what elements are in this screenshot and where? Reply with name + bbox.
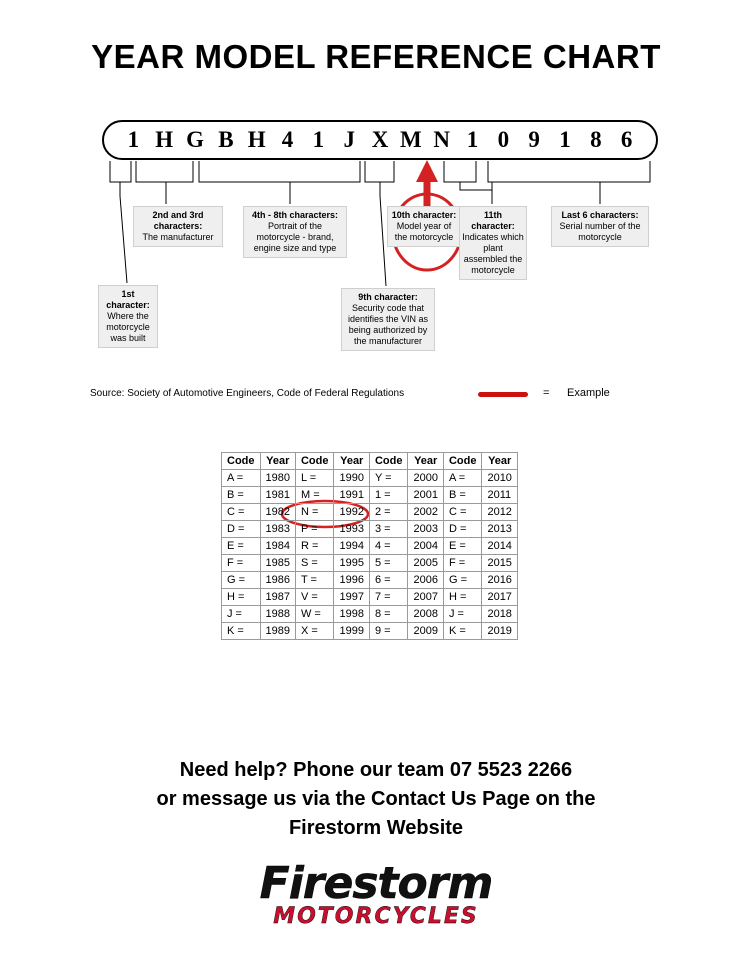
cell-year: 1997 — [334, 589, 369, 606]
column-header: Year — [408, 453, 443, 470]
cell-code: Y = — [369, 470, 408, 487]
vin-char: 0 — [497, 127, 510, 152]
cell-year: 1987 — [260, 589, 295, 606]
cell-year: 2008 — [408, 606, 443, 623]
footer-line-3: Firestorm Website — [288, 817, 464, 839]
callout-body: Security code that identifies the VIN as being authorized by the manufacturer — [347, 303, 429, 346]
cell-code: C = — [443, 504, 482, 521]
table-row — [222, 504, 518, 521]
cell-year: 1982 — [260, 504, 295, 521]
cell-code: C = — [222, 504, 261, 521]
vin-char: 8 — [590, 127, 602, 152]
cell-code: H = — [443, 589, 482, 606]
cell-year: 1990 — [334, 470, 369, 487]
column-header: Year — [334, 453, 369, 470]
vin-char: N — [433, 127, 450, 152]
cell-code: X = — [295, 623, 334, 640]
firestorm-logo — [196, 858, 556, 934]
callout-body: Where the motorcycle was built — [106, 311, 150, 343]
column-header: Code — [295, 453, 334, 470]
year-code-table — [221, 452, 518, 640]
legend-label: Example — [567, 387, 610, 399]
cell-year: 2010 — [482, 470, 517, 487]
cell-code: V = — [295, 589, 334, 606]
cell-code: S = — [295, 555, 334, 572]
cell-code: G = — [443, 572, 482, 589]
cell-year: 1989 — [260, 623, 295, 640]
cell-code: A = — [222, 470, 261, 487]
cell-year: 1981 — [260, 487, 295, 504]
cell-code: E = — [222, 538, 261, 555]
cell-code: 9 = — [369, 623, 408, 640]
cell-code: B = — [222, 487, 261, 504]
footer-line-2: or message us via the Contact Us Page on the — [156, 788, 596, 810]
cell-code: A = — [443, 470, 482, 487]
callout-heading: 9th character: — [358, 292, 418, 302]
legend-dash-icon — [478, 392, 528, 397]
column-header: Code — [222, 453, 261, 470]
cell-year: 1986 — [260, 572, 295, 589]
callout-body: Portrait of the motorcycle - brand, engine size and type — [253, 221, 337, 253]
cell-code: 5 = — [369, 555, 408, 572]
table-header-row — [222, 453, 518, 470]
cell-code: R = — [295, 538, 334, 555]
logo-wordmark: Firestorm — [259, 858, 493, 909]
callout-first-character — [98, 285, 158, 348]
cell-year: 2012 — [482, 504, 517, 521]
vin-char: 1 — [559, 127, 571, 152]
cell-year: 2018 — [482, 606, 517, 623]
callout-heading: 10th character: — [391, 210, 457, 220]
table-row — [222, 606, 518, 623]
cell-year: 1984 — [260, 538, 295, 555]
cell-year: 2014 — [482, 538, 517, 555]
cell-year: 2007 — [408, 589, 443, 606]
page-title: YEAR MODEL REFERENCE CHART — [91, 38, 661, 75]
callout-last-six-characters — [551, 206, 649, 247]
cell-code: 1 = — [369, 487, 408, 504]
callout-heading: 1st character: — [106, 289, 150, 310]
cell-year: 2017 — [482, 589, 517, 606]
cell-code: 6 = — [369, 572, 408, 589]
vin-number-bar — [102, 120, 658, 160]
cell-code: 2 = — [369, 504, 408, 521]
cell-code: 8 = — [369, 606, 408, 623]
vin-char: H — [247, 127, 266, 152]
callout-heading: 11th character: — [471, 210, 515, 231]
cell-year: 1993 — [334, 521, 369, 538]
table-row — [222, 521, 518, 538]
footer-line-1: Need help? Phone our team 07 5523 2266 — [179, 759, 573, 781]
cell-year: 2009 — [408, 623, 443, 640]
cell-year-highlighted: 1991 — [334, 487, 369, 504]
cell-year: 2006 — [408, 572, 443, 589]
contact-footer — [0, 756, 752, 843]
cell-code: D = — [443, 521, 482, 538]
callout-body: Indicates which plant assembled the motorcycle — [462, 232, 524, 275]
table-row — [222, 470, 518, 487]
cell-year: 2003 — [408, 521, 443, 538]
column-header: Year — [482, 453, 517, 470]
vin-char: 1 — [466, 127, 479, 152]
vin-char: 9 — [528, 127, 540, 152]
cell-code: 4 = — [369, 538, 408, 555]
legend-equals: = — [543, 387, 550, 399]
cell-code: N = — [295, 504, 334, 521]
vin-char: 1 — [127, 127, 140, 152]
cell-code: F = — [443, 555, 482, 572]
cell-year: 1983 — [260, 521, 295, 538]
cell-year: 1999 — [334, 623, 369, 640]
cell-code: T = — [295, 572, 334, 589]
cell-year: 2005 — [408, 555, 443, 572]
column-header: Code — [443, 453, 482, 470]
cell-year: 1996 — [334, 572, 369, 589]
table-row — [222, 538, 518, 555]
callout-second-third-characters — [133, 206, 223, 247]
cell-year: 1988 — [260, 606, 295, 623]
callout-eleventh-character — [459, 206, 527, 280]
callout-heading: 2nd and 3rd characters: — [152, 210, 204, 231]
table-row — [222, 572, 518, 589]
vin-char: 6 — [620, 127, 633, 152]
cell-year: 2015 — [482, 555, 517, 572]
column-header: Year — [260, 453, 295, 470]
cell-year: 1980 — [260, 470, 295, 487]
vin-char-highlighted: M — [400, 127, 422, 152]
table-row — [222, 589, 518, 606]
cell-year: 2002 — [408, 504, 443, 521]
table-row — [222, 555, 518, 572]
callout-heading: Last 6 characters: — [561, 210, 639, 220]
callout-heading: 4th - 8th characters: — [251, 210, 339, 220]
cell-year: 2004 — [408, 538, 443, 555]
table-row — [222, 487, 518, 504]
table-row — [222, 623, 518, 640]
vin-char: 1 — [312, 127, 325, 152]
callout-fourth-eighth-characters — [243, 206, 347, 258]
cell-year: 2013 — [482, 521, 517, 538]
vin-char: X — [371, 127, 389, 152]
vin-char: G — [186, 127, 205, 152]
column-header: Code — [369, 453, 408, 470]
cell-year: 2011 — [482, 487, 517, 504]
cell-year: 1992 — [334, 504, 369, 521]
cell-year: 1998 — [334, 606, 369, 623]
cell-code: L = — [295, 470, 334, 487]
cell-code-highlighted: M = — [295, 487, 334, 504]
cell-code: W = — [295, 606, 334, 623]
cell-code: G = — [222, 572, 261, 589]
callout-tenth-character — [387, 206, 461, 247]
cell-code: F = — [222, 555, 261, 572]
cell-code: B = — [443, 487, 482, 504]
callout-ninth-character — [341, 288, 435, 351]
cell-year: 2019 — [482, 623, 517, 640]
cell-code: E = — [443, 538, 482, 555]
cell-year: 2000 — [408, 470, 443, 487]
cell-code: D = — [222, 521, 261, 538]
callout-body: Serial number of the motorcycle — [559, 221, 641, 242]
vin-char: 4 — [281, 127, 294, 152]
cell-code: K = — [222, 623, 261, 640]
cell-code: K = — [443, 623, 482, 640]
cell-code: P = — [295, 521, 334, 538]
source-note: Source: Society of Automotive Engineers, Code of Federal Regulations — [90, 388, 405, 399]
callout-body: Model year of the motorcycle — [394, 221, 454, 242]
cell-code: 7 = — [369, 589, 408, 606]
vin-char: J — [343, 127, 355, 152]
cell-year: 1985 — [260, 555, 295, 572]
vin-char: H — [155, 127, 174, 152]
callout-body: The manufacturer — [142, 232, 214, 242]
cell-code: 3 = — [369, 521, 408, 538]
cell-code: H = — [222, 589, 261, 606]
vin-char: B — [218, 127, 234, 152]
logo-subtitle: MOTORCYCLES — [273, 904, 479, 929]
cell-year: 1995 — [334, 555, 369, 572]
cell-year: 2001 — [408, 487, 443, 504]
cell-code: J = — [222, 606, 261, 623]
cell-year: 1994 — [334, 538, 369, 555]
cell-code: J = — [443, 606, 482, 623]
cell-year: 2016 — [482, 572, 517, 589]
